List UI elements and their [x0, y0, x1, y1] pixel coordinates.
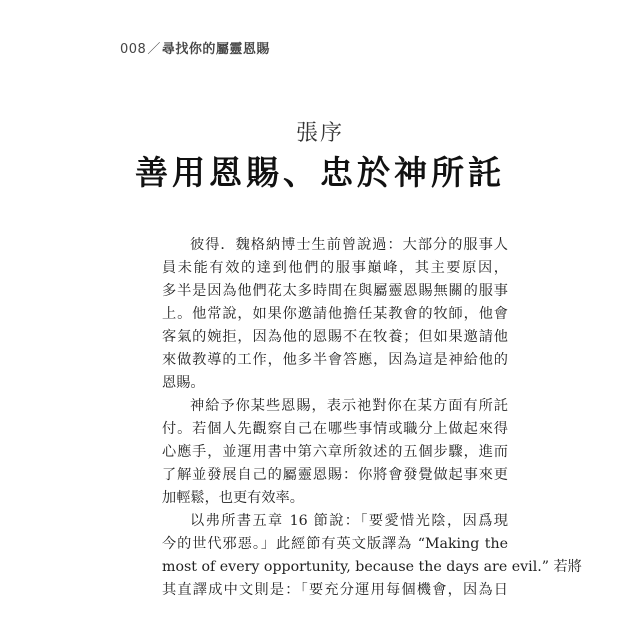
- header-separator: ／: [147, 42, 161, 57]
- paragraph-1: [162, 234, 508, 395]
- text-line: 恩賜。: [162, 375, 205, 391]
- text-line: 上。他常說，如果你邀請他擔任某教會的牧師，他會: [162, 306, 508, 322]
- paragraph-3: [162, 510, 582, 602]
- text-line: 來做教導的工作，他多半會答應，因為這是神給他的: [162, 352, 508, 368]
- text-line: 加輕鬆，也更有效率。: [162, 490, 304, 506]
- text-line: 神給予你某些恩賜，表示祂對你在某方面有所託: [190, 398, 508, 414]
- text-line: 心應手，並運用書中第六章所敘述的五個步驟，進而: [162, 444, 508, 460]
- text-line: 其直譯成中文則是：「要充分運用每個機會，因為日: [162, 582, 508, 598]
- book-title: 尋找你的屬靈恩賜: [161, 42, 270, 57]
- running-header: [120, 38, 270, 57]
- text-line: 多半是因為他們花太多時間在與屬靈恩賜無關的服事: [162, 283, 508, 299]
- text-line: 了解並發展自己的屬靈恩賜：你將會發覺做起事來更: [162, 467, 508, 483]
- text-line: 今的世代邪惡。」此經節有英文版譯為 “Making the: [162, 536, 508, 552]
- text-line: 客氣的婉拒，因為他的恩賜不在牧養；但如果邀請他: [162, 329, 508, 345]
- body-text: [162, 234, 582, 602]
- text-line: 彼得．魏格納博士生前曾說過：大部分的服事人: [190, 237, 508, 253]
- page-number: 008: [120, 42, 147, 57]
- paragraph-2: [162, 395, 508, 510]
- text-line: 以弗所書五章 16 節說：「要愛惜光陰，因爲現: [190, 513, 508, 529]
- text-line: 員未能有效的達到他們的服事巔峰，其主要原因，: [162, 260, 508, 276]
- chapter-title: 善用恩賜、忠於神所託: [135, 153, 505, 192]
- preface-label: 張序: [295, 121, 344, 146]
- text-line: most of every opportunity, because the days are evil.” 若將: [162, 559, 582, 575]
- text-line: 付。若個人先觀察自己在哪些事情或職分上做起來得: [162, 421, 508, 437]
